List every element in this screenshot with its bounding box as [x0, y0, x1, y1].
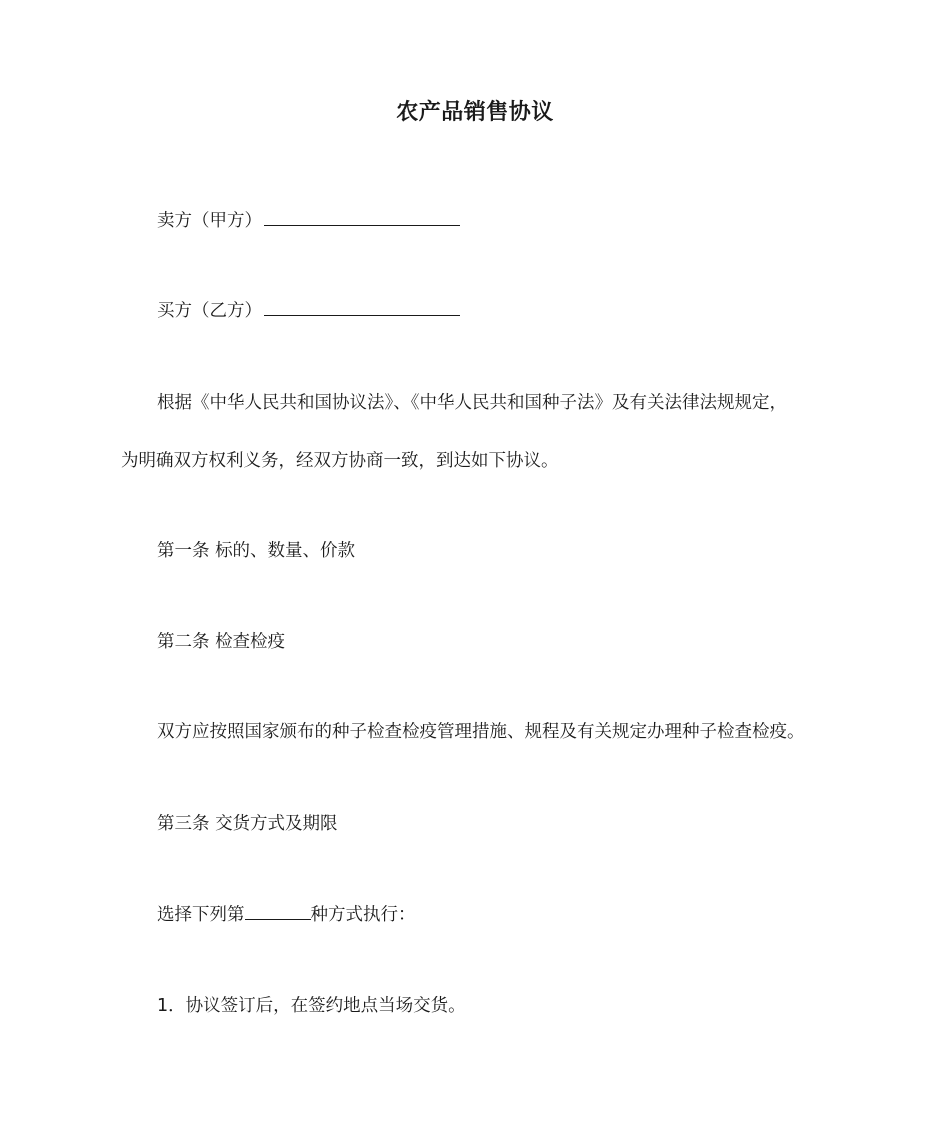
choice-suffix: 种方式执行： — [310, 905, 416, 925]
seller-blank[interactable] — [264, 207, 460, 226]
seller-label: 卖方（甲方） — [157, 211, 262, 231]
buyer-label: 买方（乙方） — [157, 301, 262, 321]
preamble-line-2: 为明确双方权利义务，经双方协商一致，到达如下协议。 — [121, 451, 559, 471]
buyer-blank[interactable] — [264, 297, 460, 316]
choice-prefix: 选择下列第 — [157, 905, 245, 925]
buyer-line — [157, 297, 460, 325]
delivery-choice-line — [157, 901, 416, 929]
delivery-option-1: 1．协议签订后，在签约地点当场交货。 — [157, 996, 466, 1016]
preamble-line-1: 根据《中华人民共和国协议法》、《中华人民共和国种子法》及有关法律法规规定， — [157, 393, 787, 413]
article-3-heading: 第三条 交货方式及期限 — [157, 814, 338, 834]
article-2-body: 双方应按照国家颁布的种子检查检疫管理措施、规程及有关规定办理种子检查检疫。 — [157, 722, 805, 742]
article-2-heading: 第二条 检查检疫 — [157, 632, 286, 652]
article-1-heading: 第一条 标的、数量、价款 — [157, 541, 356, 561]
choice-blank[interactable] — [245, 901, 311, 920]
document-title: 农产品销售协议 — [396, 100, 554, 125]
seller-line — [157, 207, 460, 235]
